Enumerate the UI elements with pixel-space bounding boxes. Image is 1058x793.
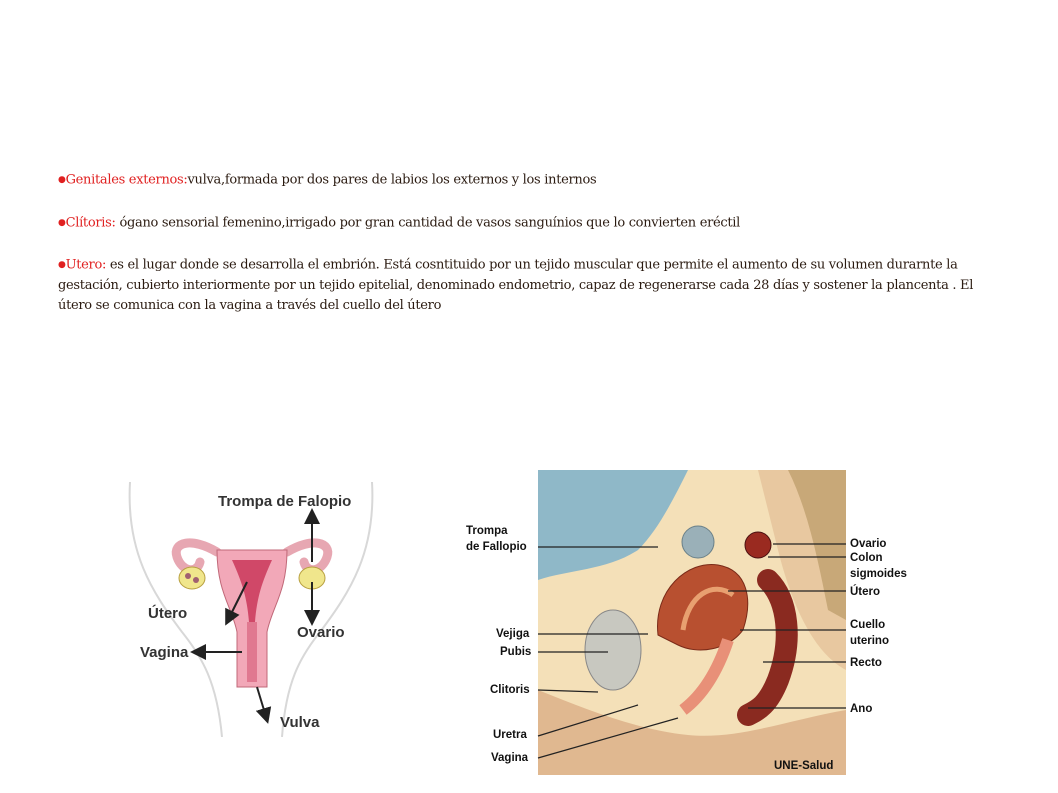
label-vagina: Vagina bbox=[140, 644, 189, 661]
label-cuello-1: Cuello bbox=[850, 619, 886, 631]
side-view-illustration bbox=[458, 470, 924, 775]
label-trompa-1: Trompa bbox=[466, 525, 508, 537]
label-utero: Útero bbox=[148, 605, 188, 622]
bullet-icon: ● bbox=[58, 217, 66, 228]
label-cuello-2: uterino bbox=[850, 635, 889, 647]
paragraph-clitoris bbox=[58, 213, 1008, 234]
label-ovario: Ovario bbox=[297, 624, 345, 641]
label-trompa-2: de Fallopio bbox=[466, 541, 527, 553]
term-label: Utero: bbox=[65, 257, 107, 273]
paragraph-text: vulva,formada por dos pares de labios los externos y los internos bbox=[187, 172, 597, 188]
label-vagina: Vagina bbox=[491, 752, 529, 764]
label-clitoris: Clitoris bbox=[490, 684, 530, 696]
label-recto: Recto bbox=[850, 657, 882, 669]
label-vulva: Vulva bbox=[280, 714, 320, 731]
label-colon-1: Colon bbox=[850, 552, 883, 564]
label-uretra: Uretra bbox=[493, 729, 527, 741]
paragraph-text: ógano sensorial femenino,irrigado por gran cantidad de vasos sanguínios que lo convierten eréctil bbox=[115, 215, 741, 230]
front-view-diagram bbox=[122, 482, 380, 737]
label-ovario: Ovario bbox=[850, 538, 887, 550]
term-label: Genitales externos: bbox=[65, 172, 188, 188]
bullet-icon: ● bbox=[58, 260, 66, 270]
label-utero: Útero bbox=[850, 586, 881, 598]
text-block bbox=[58, 170, 1008, 338]
label-trompa: Trompa de Falopio bbox=[218, 493, 352, 510]
paragraph-genitales-externos bbox=[58, 170, 1008, 191]
paragraph-text: es el lugar donde se desarrolla el embrión. Está cosntituido por un tejido muscular que permite el aumento de su volumen durarnte la gestación, cubierto interiormente por un tejido epitelial, denominado endometrio, capaz de regenerarse cada 28 días y sostener la plancenta . El útero se comunica con la vagina a través del cuello del útero bbox=[58, 257, 974, 313]
label-ano: Ano bbox=[850, 703, 873, 715]
label-credit: UNE-Salud bbox=[774, 760, 834, 772]
side-view-diagram bbox=[458, 470, 924, 775]
label-vejiga: Vejiga bbox=[496, 628, 530, 640]
term-label: Clítoris: bbox=[65, 215, 116, 230]
label-colon-2: sigmoides bbox=[850, 568, 907, 580]
paragraph-utero bbox=[58, 255, 1008, 316]
label-pubis: Pubis bbox=[500, 646, 532, 658]
bullet-icon: ● bbox=[58, 175, 66, 185]
front-view-illustration bbox=[122, 482, 380, 737]
